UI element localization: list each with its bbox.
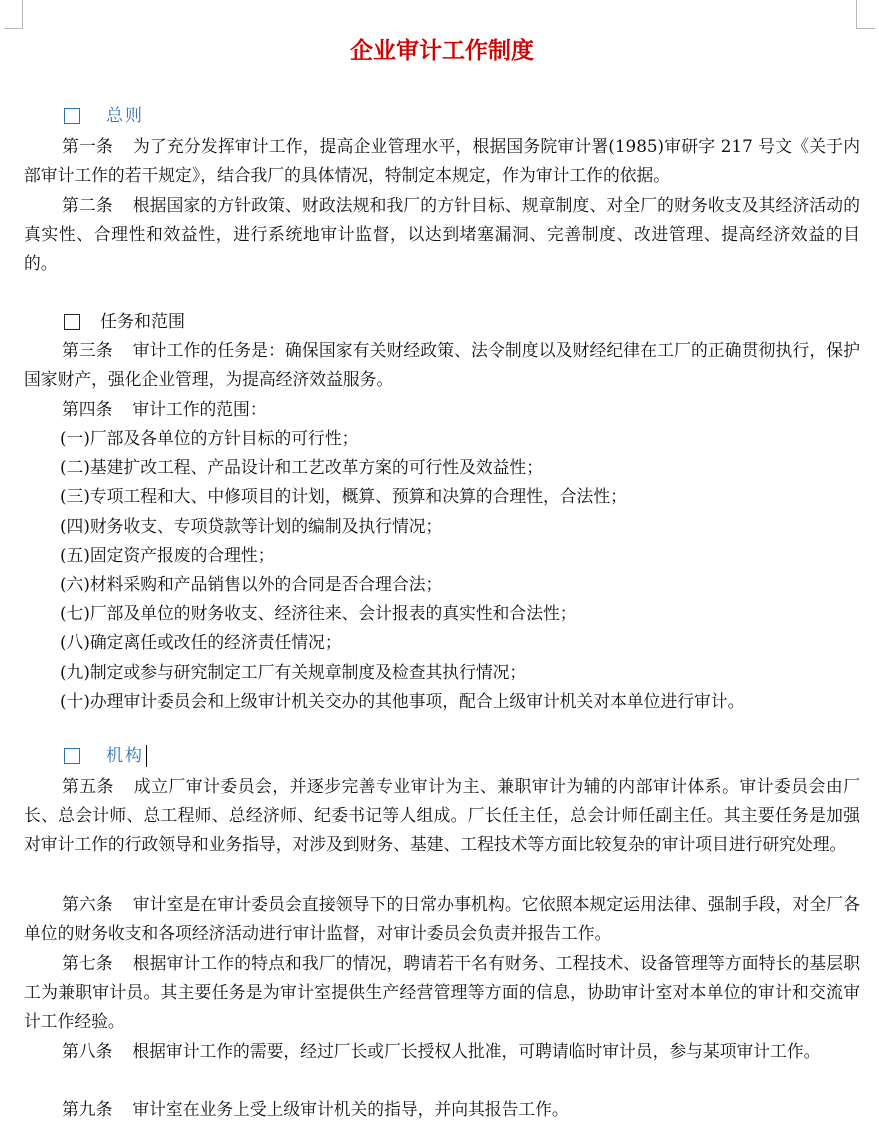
section-heading-label: 任务和范围 [100, 312, 185, 332]
list-item: (十)办理审计委员会和上级审计机关交办的其他事项，配合上级审计机关对本单位进行审计。 [60, 690, 745, 711]
article-text: 为了充分发挥审计工作，提高企业管理水平，根据国务院审计署(1985)审研字 217 号文《关于内部审计工作的若干规定》，结合我厂的具体情况，特制定本规定，作为审计工作的依据。 [24, 136, 860, 186]
article-number: 第二条 [62, 195, 113, 215]
checkbox-icon [64, 314, 80, 330]
document-title: 企业审计工作制度 [350, 38, 534, 64]
list-item: (三)专项工程和大、中修项目的计划，概算、预算和决算的合理性，合法性； [60, 486, 627, 507]
section-heading-label: 总则 [106, 106, 144, 126]
article-3 [24, 336, 860, 394]
crop-mark-top-left [4, 0, 23, 29]
article-6 [24, 890, 860, 948]
article-5 [24, 772, 860, 860]
article-number: 第一条 [62, 136, 113, 156]
article-1 [24, 132, 860, 190]
section-heading-general [64, 104, 144, 128]
article-number: 第八条 [62, 1041, 113, 1061]
article-7 [24, 949, 860, 1037]
list-item: (四)财务收支、专项贷款等计划的编制及执行情况； [60, 515, 443, 536]
article-text: 审计工作的范围： [132, 399, 267, 419]
section-heading-scope [64, 310, 185, 334]
crop-mark-top-right [856, 0, 875, 29]
article-4 [24, 395, 860, 424]
list-item: (九)制定或参与研究制定工厂有关规章制度及检查其执行情况； [60, 661, 527, 682]
list-item: (七)厂部及单位的财务收支、经济往来、会计报表的真实性和合法性； [60, 603, 577, 624]
list-item: (一)厂部及各单位的方针目标的可行性； [60, 428, 359, 448]
article-number: 第七条 [62, 953, 113, 973]
list-item: (六)材料采购和产品销售以外的合同是否合理合法； [60, 573, 443, 594]
article-text: 根据国家的方针政策、财政法规和我厂的方针目标、规章制度、对全厂的财务收支及其经济活动的真实性、合理性和效益性，进行系统地审计监督，以达到堵塞漏洞、完善制度、改进管理、提高经济效益的目的。 [24, 195, 860, 274]
article-text: 审计室在业务上受上级审计机关的指导，并向其报告工作。 [132, 1099, 569, 1119]
scope-list [60, 424, 860, 716]
article-number: 第九条 [62, 1099, 113, 1119]
article-number: 第三条 [62, 340, 113, 360]
article-2 [24, 191, 860, 279]
article-number: 第六条 [62, 894, 113, 914]
article-number: 第五条 [62, 776, 114, 796]
article-text: 成立厂审计委员会，并逐步完善专业审计为主、兼职审计为辅的内部审计体系。审计委员会由厂长、总会计师、总工程师、总经济师、纪委书记等人组成。厂长任主任，总会计师任副主任。其主要任务是加强对审计工作的行政领导和业务指导，对涉及到财务、基建、工程技术等方面比较复杂的审计项目进行研究处理。 [24, 776, 860, 855]
article-text: 根据审计工作的特点和我厂的情况，聘请若干名有财务、工程技术、设备管理等方面特长的基层职工为兼职审计员。其主要任务是为审计室提供生产经营管理等方面的信息，协助审计室对本单位的审计和交流审计工作经验。 [24, 953, 860, 1032]
text-cursor [146, 745, 147, 767]
checkbox-icon [64, 108, 80, 124]
article-8 [24, 1037, 860, 1066]
article-text: 根据审计工作的需要，经过厂长或厂长授权人批准，可聘请临时审计员，参与某项审计工作。 [132, 1041, 821, 1061]
article-9 [24, 1095, 860, 1124]
article-number: 第四条 [62, 399, 113, 419]
section-heading-label[interactable]: 机构 [106, 746, 144, 766]
checkbox-icon [64, 748, 80, 764]
section-heading-org [64, 744, 147, 768]
list-item: (二)基建扩改工程、产品设计和工艺改革方案的可行性及效益性； [60, 457, 543, 478]
list-item: (八)确定离任或改任的经济责任情况； [60, 632, 342, 653]
article-text: 审计工作的任务是：确保国家有关财经政策、法令制度以及财经纪律在工厂的正确贯彻执行，保护国家财产，强化企业管理，为提高经济效益服务。 [24, 340, 860, 390]
article-text: 审计室是在审计委员会直接领导下的日常办事机构。它依照本规定运用法律、强制手段，对全厂各单位的财务收支和各项经济活动进行审计监督，对审计委员会负责并报告工作。 [24, 894, 860, 944]
list-item: (五)固定资产报废的合理性； [60, 544, 275, 565]
